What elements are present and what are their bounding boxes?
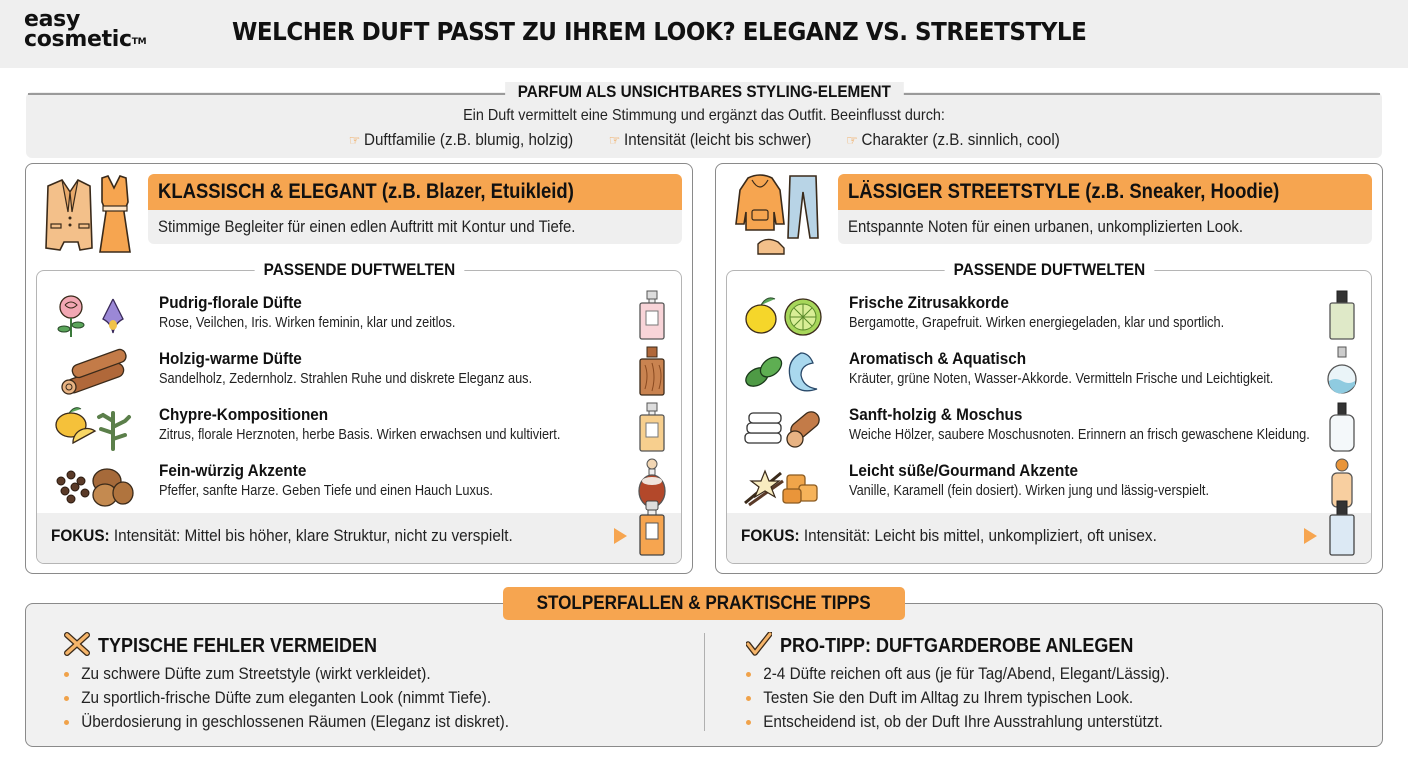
clear-tall-bottle-icon [1327, 401, 1357, 453]
intro-heading: PARFUM ALS UNSICHTBARES STYLING-ELEMENT [0, 82, 1408, 102]
vanilla-caramel-icon [741, 459, 827, 509]
logo-line2: cosmetic [24, 27, 132, 52]
list-item [37, 459, 681, 513]
fragrance-worlds-title: PASSENDE DUFTWELTEN [37, 260, 681, 280]
list-item [727, 459, 1371, 513]
style-subtitle: Entspannte Noten für einen urbanen, unkomplizierten Look. [838, 210, 1372, 244]
focus-text: FOKUS: Intensität: Leicht bis mittel, unkompliziert, oft unisex. [741, 526, 1157, 545]
list-item [37, 403, 681, 457]
bullet-icon [746, 720, 751, 725]
list-item [727, 347, 1371, 401]
pointing-hand-icon: ☞ [349, 132, 361, 148]
amber-square-bottle-icon [637, 401, 667, 453]
tips-title: STOLPERFALLEN & PRAKTISCHE TIPPS [503, 587, 905, 620]
mistakes-column [64, 632, 684, 734]
rose-iris-icon [51, 291, 137, 341]
list-item [727, 403, 1371, 457]
list-item [37, 291, 681, 345]
style-subtitle: Stimmige Begleiter für einen edlen Auftritt mit Kontur und Tiefe. [148, 210, 682, 244]
note-description: Weiche Hölzer, saubere Moschusnoten. Erinnern an frisch gewaschene Kleidung. [849, 427, 1310, 443]
bullet-icon [746, 696, 751, 701]
note-description: Bergamotte, Grapefruit. Wirken energiegeladen, klar und sportlich. [849, 315, 1225, 331]
fragrance-worlds-box [726, 260, 1372, 564]
list-item: Testen Sie den Duft im Alltag zu Ihrem typischen Look. [746, 686, 1366, 710]
header-bar [0, 0, 1408, 68]
style-title: LÄSSIGER STREETSTYLE (z.B. Sneaker, Hoodie) [838, 174, 1372, 210]
list-item: Zu sportlich-frische Düfte zum eleganten Look (nimmt Tiefe). [64, 686, 684, 710]
lemon-lime-icon [741, 291, 827, 341]
brand-logo [24, 7, 147, 52]
laundry-wood-icon [741, 403, 827, 453]
fragrance-worlds-title: PASSENDE DUFTWELTEN [727, 260, 1371, 280]
fragrance-worlds-box [36, 260, 682, 564]
bullet-icon [64, 672, 69, 677]
lemon-moss-icon [51, 403, 137, 453]
style-card-elegant [25, 163, 693, 574]
mistakes-list [64, 662, 684, 734]
list-item: Zu schwere Düfte zum Streetstyle (wirkt verkleidet). [64, 662, 684, 686]
style-card-streetstyle [715, 163, 1383, 574]
logo-line1: easy [24, 7, 81, 32]
light-blue-square-bottle-icon [1327, 499, 1357, 557]
pointing-hand-icon: ☞ [608, 132, 621, 148]
note-name: Fein-würzig Akzente [159, 461, 307, 480]
note-name: Leicht süße/Gourmand Akzente [849, 461, 1078, 480]
factor-item: ☞ Intensität (leicht bis schwer) [608, 131, 812, 149]
checkmark-icon [746, 632, 772, 656]
list-item [37, 347, 681, 401]
focus-bar [727, 513, 1371, 563]
list-item: Entscheidend ist, ob der Duft Ihre Ausstrahlung unterstützt. [746, 710, 1366, 734]
hoodie-jeans-sneaker-icon [730, 172, 826, 258]
list-item: Überdosierung in geschlossenen Räumen (Eleganz ist diskret). [64, 710, 684, 734]
factor-item: ☞ Duftfamilie (z.B. blumig, holzig) [349, 131, 574, 149]
note-description: Rose, Veilchen, Iris. Wirken feminin, klar und zeitlos. [159, 315, 456, 331]
note-name: Pudrig-florale Düfte [159, 293, 302, 312]
note-name: Frische Zitrusakkorde [849, 293, 1009, 312]
note-name: Sanft-holzig & Moschus [849, 405, 1023, 424]
focus-text: FOKUS: Intensität: Mittel bis höher, klare Struktur, nicht zu verspielt. [51, 526, 513, 545]
x-mark-icon [64, 632, 90, 656]
bullet-icon [64, 696, 69, 701]
arrow-right-icon [614, 528, 627, 544]
note-description: Vanille, Karamell (fein dosiert). Wirken jung und lässig-verspielt. [849, 483, 1210, 499]
page-title: WELCHER DUFT PASST ZU IHREM LOOK? ELEGANZ VS. STREETSTYLE [232, 17, 1087, 46]
focus-bar [37, 513, 681, 563]
mint-wave-icon [741, 347, 827, 397]
factor-item: ☞ Charakter (z.B. sinnlich, cool) [845, 131, 1060, 149]
pepper-nutmeg-icon [51, 459, 137, 509]
round-blue-bottle-icon [1327, 345, 1357, 397]
pointing-hand-icon: ☞ [845, 132, 858, 148]
wood-logs-icon [51, 347, 137, 397]
wooden-bottle-icon [637, 345, 667, 397]
bullet-icon [64, 720, 69, 725]
blazer-dress-icon [40, 172, 136, 258]
pro-tip-column [746, 632, 1366, 734]
note-description: Kräuter, grüne Noten, Wasser-Akkorde. Vermitteln Frische und Leichtigkeit. [849, 371, 1274, 387]
tips-divider [704, 633, 705, 731]
pro-tip-heading: PRO-TIPP: DUFTGARDEROBE ANLEGEN [746, 632, 1366, 660]
pro-tip-list [746, 662, 1366, 734]
orange-square-bottle-icon [637, 499, 667, 557]
note-name: Chypre-Kompositionen [159, 405, 329, 424]
intro-text: Ein Duft vermittelt eine Stimmung und ergänzt das Outfit. Beeinflusst durch: [463, 107, 945, 124]
note-description: Sandelholz, Zedernholz. Strahlen Ruhe und diskrete Eleganz aus. [159, 371, 533, 387]
green-tall-bottle-icon [1327, 289, 1357, 341]
bullet-icon [746, 672, 751, 677]
arrow-right-icon [1304, 528, 1317, 544]
style-title: KLASSISCH & ELEGANT (z.B. Blazer, Etuikleid) [148, 174, 682, 210]
note-name: Aromatisch & Aquatisch [849, 349, 1027, 368]
mistakes-heading: TYPISCHE FEHLER VERMEIDEN [64, 632, 684, 660]
list-item: 2-4 Düfte reichen oft aus (je für Tag/Abend, Elegant/Lässig). [746, 662, 1366, 686]
pink-square-bottle-icon [637, 289, 667, 341]
trademark: TM [131, 37, 147, 47]
note-description: Zitrus, florale Herznoten, herbe Basis. Wirken erwachsen und kultiviert. [159, 427, 561, 443]
list-item [727, 291, 1371, 345]
note-description: Pfeffer, sanfte Harze. Geben Tiefe und einen Hauch Luxus. [159, 483, 493, 499]
intro-factors [0, 131, 1408, 150]
note-name: Holzig-warme Düfte [159, 349, 302, 368]
